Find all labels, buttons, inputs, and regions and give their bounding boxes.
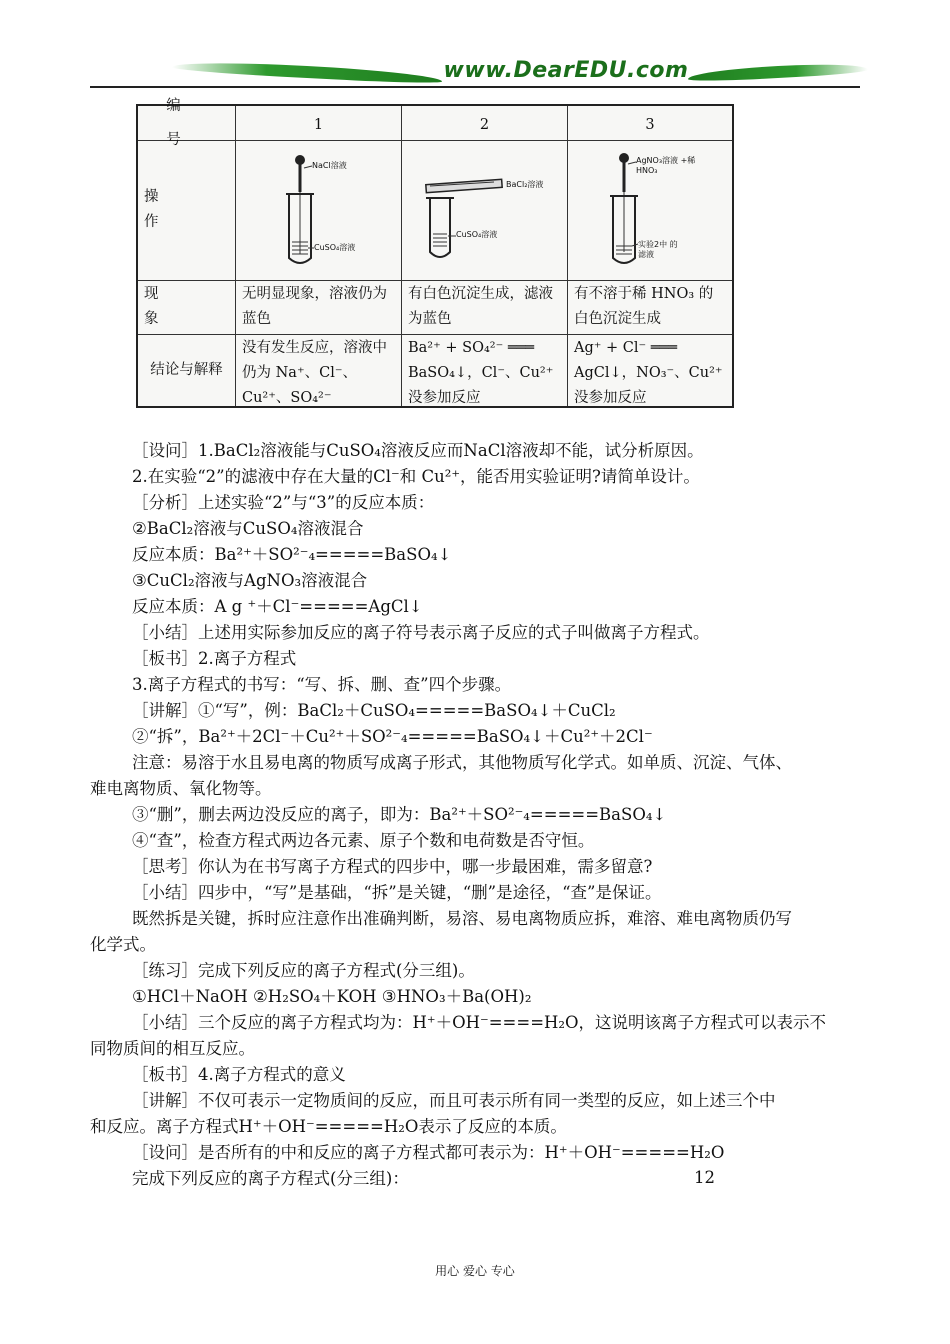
- table-header-row: [138, 98, 732, 148]
- text-line-essence-1: 反应本质：Ba²⁺＋SO²⁻₄=====BaSO₄↓: [132, 545, 452, 564]
- site-logo-text: www.DearEDU.com: [443, 58, 689, 83]
- phenomenon-2: 有白色沉淀生成，滤液为蓝色: [402, 280, 568, 334]
- text-line-mix-2: ③CuCl₂溶液与AgNO₃溶液混合: [132, 571, 368, 590]
- text-line-step-check: ④“查”，检查方程式两边各元素、原子个数和电荷数是否守恒。: [132, 831, 595, 850]
- tube2-top-label: BaCl₂溶液: [506, 180, 544, 189]
- text-line-split-key: 既然拆是关键，拆时应注意作出准确判断，易溶、易电离物质应拆，难溶、难电离物质仍写: [132, 909, 792, 928]
- text-line-summary-1: ［小结］上述用实际参加反应的离子符号表示离子反应的式子叫做离子方程式。: [132, 623, 710, 642]
- text-line-explain-cont: 和反应。离子方程式H⁺＋OH⁻=====H₂O表示了反应的本质。: [90, 1117, 567, 1136]
- text-line-question-3: ［设问］是否所有的中和反应的离子方程式都可表示为：H⁺＋OH⁻=====H₂O: [132, 1143, 725, 1162]
- conclusion-3: Ag⁺ + Cl⁻ ═══ AgCl↓，NO₃⁻、Cu²⁺没参加反应: [574, 340, 723, 406]
- text-line-note: 注意：易溶于水且易电离的物质写成离子形式，其他物质写化学式。如单质、沉淀、气体、: [132, 753, 792, 772]
- text-line-step-write: ［讲解］①“写”，例：BaCl₂＋CuSO₄=====BaSO₄↓＋CuCl₂: [132, 701, 616, 720]
- right-swoosh-decoration: [688, 61, 868, 82]
- page-number: 12: [694, 1168, 715, 1187]
- table-row-operation: [138, 140, 732, 281]
- header-banner: [90, 58, 860, 90]
- text-line-writing-steps: 3.离子方程式的书写：“写、拆、删、查”四个步骤。: [132, 675, 512, 694]
- text-line-explain: ［讲解］不仅可表示一定物质间的反应，而且可表示所有同一类型的反应，如上述三个中: [132, 1091, 776, 1110]
- text-line-think: ［思考］你认为在书写离子方程式的四步中，哪一步最困难，需多留意?: [132, 857, 653, 876]
- tube3-bottom-label: 实验2中 的滤液: [638, 240, 678, 259]
- phenomenon-1: 无明显现象，溶液仍为蓝色: [236, 280, 402, 334]
- page-footer: 用心 爱心 专心: [435, 1264, 515, 1278]
- header-rule: [90, 86, 860, 88]
- text-line-analysis: ［分析］上述实验“2”与“3”的反应本质：: [132, 493, 435, 512]
- text-line-question-2: 2.在实验“2”的滤液中存在大量的Cl⁻和 Cu²⁺，能否用实验证明?请简单设计。: [132, 467, 700, 486]
- header-number-label: 编 号: [138, 106, 236, 140]
- phenomenon-3: 有不溶于稀 HNO₃ 的白色沉淀生成: [574, 286, 714, 327]
- text-line-summary-2: ［小结］四步中，“写”是基础，“拆”是关键，“删”是途径，“查”是保证。: [132, 883, 662, 902]
- table-row-phenomenon: [138, 280, 732, 335]
- tube-figure-1: [236, 140, 402, 280]
- text-line-essence-2: 反应本质：A g ⁺＋Cl⁻=====AgCl↓: [132, 597, 423, 616]
- tube1-top-label: NaCl溶液: [312, 161, 347, 170]
- tube3-top-label: AgNO₃溶液 +稀HNO₃: [636, 156, 696, 175]
- conclusion-1: 没有发生反应，溶液中仍为 Na⁺、Cl⁻、Cu²⁺、SO₄²⁻: [236, 334, 402, 406]
- text-line-exercise: ［练习］完成下列反应的离子方程式(分三组)。: [132, 961, 475, 980]
- tube1-bottom-label: CuSO₄溶液: [314, 243, 356, 252]
- row-label-conclusion: 结论与解释: [138, 334, 236, 406]
- text-line-question-1: ［设问］1.BaCl₂溶液能与CuSO₄溶液反应而NaCl溶液却不能，试分析原因。: [132, 441, 704, 460]
- text-line-mix-1: ②BaCl₂溶液与CuSO₄溶液混合: [132, 519, 364, 538]
- header-col-1: 1: [236, 106, 402, 140]
- header-col-3: 3: [645, 117, 655, 133]
- tube-figure-3: [568, 140, 732, 280]
- text-line-board-4: ［板书］4.离子方程式的意义: [132, 1065, 346, 1084]
- text-line-note-cont: 难电离物质、氧化物等。: [90, 779, 272, 798]
- row-label-operation: 操 作: [138, 140, 236, 280]
- row-label-phenomenon: 现 象: [138, 280, 236, 334]
- experiment-table: [136, 98, 734, 408]
- text-line-split-key-cont: 化学式。: [90, 935, 156, 954]
- text-line-exercise-groups: ①HCl＋NaOH ②H₂SO₄＋KOH ③HNO₃＋Ba(OH)₂: [132, 987, 532, 1006]
- tube2-bottom-label: CuSO₄溶液: [456, 230, 498, 239]
- text-line-summary-3: ［小结］三个反应的离子方程式均为：H⁺＋OH⁻====H₂O，这说明该离子方程式可以表示不: [132, 1013, 827, 1032]
- table-row-conclusion: [138, 334, 732, 406]
- left-swoosh-decoration: [172, 59, 442, 85]
- tube-figure-2: [402, 140, 568, 280]
- text-line-step-delete: ③“删”，删去两边没反应的离子，即为：Ba²⁺＋SO²⁻₄=====BaSO₄↓: [132, 805, 667, 824]
- text-line-complete: 完成下列反应的离子方程式(分三组)：: [132, 1169, 409, 1188]
- conclusion-2: Ba²⁺ + SO₄²⁻ ═══ BaSO₄↓，Cl⁻、Cu²⁺没参加反应: [402, 334, 568, 406]
- text-line-board-2: ［板书］2.离子方程式: [132, 649, 297, 668]
- test-tube-pour-icon: [408, 142, 562, 278]
- text-line-summary-3-cont: 同物质间的相互反应。: [90, 1039, 255, 1058]
- header-col-2: 2: [402, 106, 568, 140]
- text-line-step-split: ②“拆”，Ba²⁺＋2Cl⁻＋Cu²⁺＋SO²⁻₄=====BaSO₄↓＋Cu²⁺＋2Cl⁻: [132, 727, 653, 746]
